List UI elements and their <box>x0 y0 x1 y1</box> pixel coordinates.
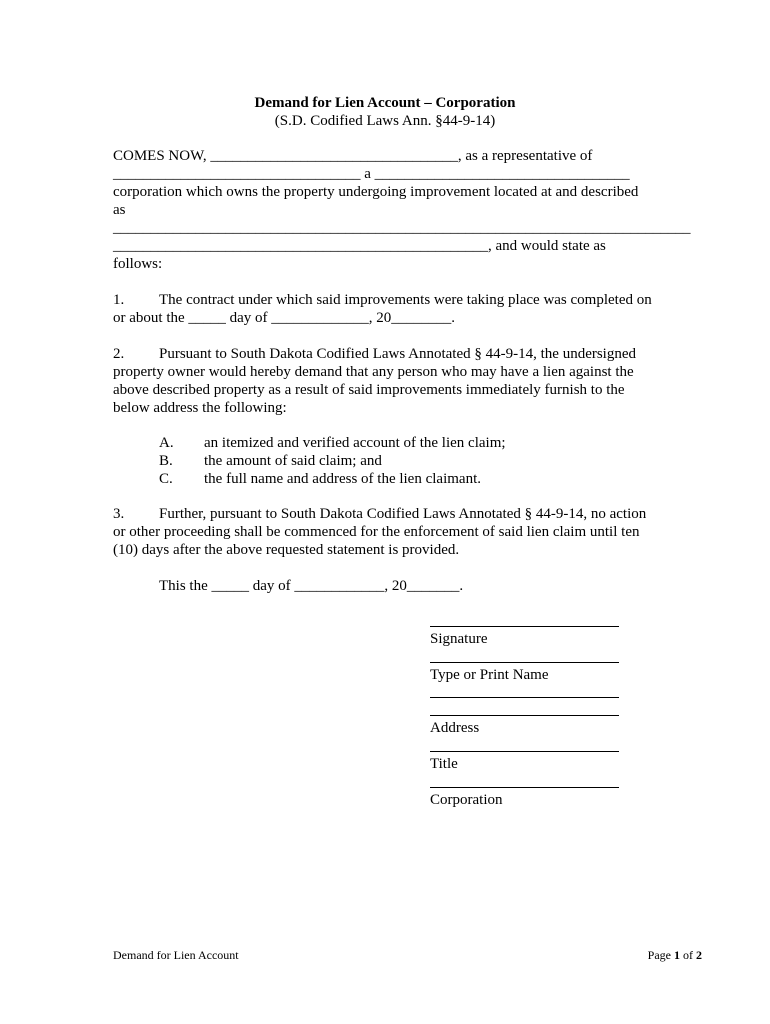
address-label: Address <box>430 720 480 736</box>
para-3-line-2: or other proceeding shall be commenced for the enforcement of said lien claim until ten <box>113 524 640 540</box>
intro-line-7: follows: <box>113 256 163 272</box>
list-item-b-text: the amount of said claim; and <box>204 453 382 469</box>
document-subtitle: (S.D. Codified Laws Ann. §44-9-14) <box>274 113 496 129</box>
para-3-line-3: (10) days after the above requested statement is provided. <box>113 542 460 558</box>
page-total: 2 <box>696 948 702 962</box>
footer-page-number <box>648 948 702 962</box>
signature-label: Signature <box>430 631 488 647</box>
para-2-number: 2. <box>113 346 125 362</box>
intro-line-1: COMES NOW, _________________________________, as a representative of <box>113 148 593 164</box>
document-title: Demand for Lien Account – Corporation <box>254 95 516 111</box>
para-2-line-3: above described property as a result of said improvements immediately furnish to the <box>113 382 625 398</box>
intro-line-2: _________________________________ a __________________________________ <box>113 166 630 182</box>
para-2-line-4: below address the following: <box>113 400 287 416</box>
title-underline[interactable] <box>430 751 619 752</box>
list-item-a-text: an itemized and verified account of the lien claim; <box>204 435 506 451</box>
corporation-label: Corporation <box>430 792 503 808</box>
list-item-c-letter: C. <box>159 471 173 487</box>
para-3-line-1: Further, pursuant to South Dakota Codified Laws Annotated § 44-9-14, no action <box>159 506 647 522</box>
para-1-number: 1. <box>113 292 125 308</box>
page-mid: of <box>680 948 696 962</box>
intro-line-6: __________________________________________________, and would state as <box>113 238 606 254</box>
corporation-underline[interactable] <box>430 787 619 788</box>
title-block <box>0 94 770 130</box>
signature-underline[interactable] <box>430 626 619 627</box>
para-2-line-2: property owner would hereby demand that any person who may have a lien against the <box>113 364 634 380</box>
address-underline-1[interactable] <box>430 697 619 698</box>
intro-line-5: _____________________________________________________________________________ <box>113 220 691 236</box>
intro-line-3: corporation which owns the property undergoing improvement located at and described <box>113 184 639 200</box>
print-name-label: Type or Print Name <box>430 667 549 683</box>
list-item-b-letter: B. <box>159 453 173 469</box>
title-label: Title <box>430 756 458 772</box>
para-3-number: 3. <box>113 506 125 522</box>
intro-line-4: as <box>113 202 126 218</box>
para-1-line-1: The contract under which said improvements were taking place was completed on <box>159 292 652 308</box>
para-2-line-1: Pursuant to South Dakota Codified Laws Annotated § 44-9-14, the undersigned <box>159 346 637 362</box>
print-name-underline[interactable] <box>430 662 619 663</box>
para-1-line-2: or about the _____ day of _____________, 20________. <box>113 310 456 326</box>
footer-document-name: Demand for Lien Account <box>113 948 239 962</box>
address-underline-2[interactable] <box>430 715 619 716</box>
list-item-c-text: the full name and address of the lien claimant. <box>204 471 481 487</box>
page-prefix: Page <box>647 948 674 962</box>
page-current: 1 <box>674 948 680 962</box>
list-item-a-letter: A. <box>159 435 174 451</box>
date-line: This the _____ day of ____________, 20_______. <box>159 578 464 594</box>
